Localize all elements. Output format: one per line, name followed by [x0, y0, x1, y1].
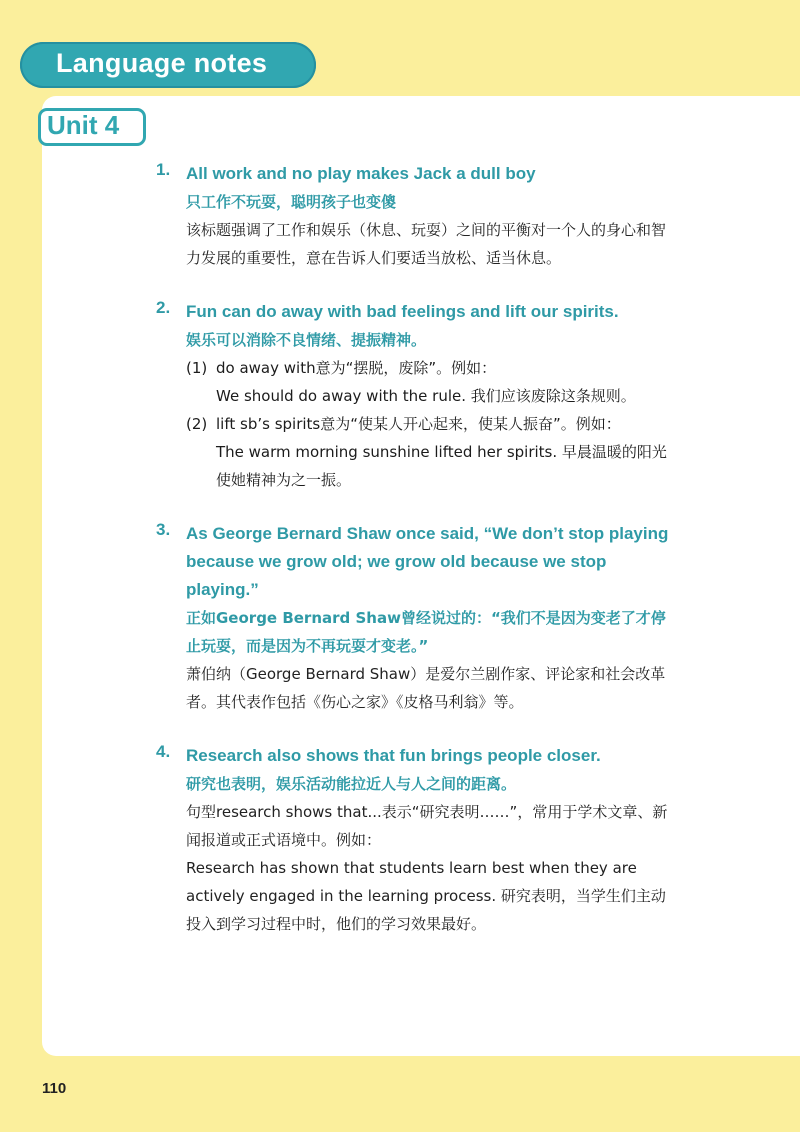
note-number: 4.: [156, 742, 171, 761]
note-zh-title: 只工作不玩耍，聪明孩子也变傻: [186, 193, 397, 211]
note-heading: [156, 742, 676, 770]
note-example: Research has shown that students learn best when they are actively engaged in the learning process. 研究表明，当学生们主动投入到学习过程中时，他们的学习效果最好。: [186, 859, 666, 933]
sub-text: lift sb’s spirits意为“使某人开心起来，使某人振奋”。例如：: [216, 415, 621, 433]
page-number: 110: [42, 1080, 67, 1097]
sub-marker: (2): [186, 415, 208, 433]
sub-item-2: [156, 410, 676, 494]
note-en-title: Fun can do away with bad feelings and lift our spirits.: [186, 302, 619, 321]
note-en-title: Research also shows that fun brings people closer.: [186, 746, 601, 765]
note-heading: [156, 520, 676, 604]
note-body: 萧伯纳（George Bernard Shaw）是爱尔兰剧作家、评论家和社会改革者。其代表作包括《伤心之家》《皮格马利翁》等。: [186, 665, 666, 711]
notes-list: [156, 160, 676, 964]
note-1: [156, 160, 676, 272]
note-heading: [156, 298, 676, 326]
note-zh-title: 正如George Bernard Shaw曾经说过的：“我们不是因为变老了才停止玩耍，而是因为不再玩耍才变老。”: [186, 609, 666, 655]
note-number: 3.: [156, 520, 171, 539]
note-4: [156, 742, 676, 938]
note-number: 2.: [156, 298, 171, 317]
note-en-title: All work and no play makes Jack a dull boy: [186, 164, 536, 183]
sub-text: do away with意为“摆脱，废除”。例如：: [216, 359, 497, 377]
note-3: [156, 520, 676, 716]
note-body: 句型research shows that...表示“研究表明……”，常用于学术文章、新闻报道或正式语境中。例如：: [186, 803, 668, 849]
page-title: Language notes: [56, 48, 268, 78]
sub-marker: (1): [186, 359, 208, 377]
unit-label: Unit 4: [47, 110, 120, 140]
note-zh-title: 研究也表明，娱乐活动能拉近人与人之间的距离。: [186, 775, 517, 793]
note-number: 1.: [156, 160, 171, 179]
note-body: 该标题强调了工作和娱乐（休息、玩耍）之间的平衡对一个人的身心和智力发展的重要性，意在告诉人们要适当放松、适当休息。: [186, 221, 667, 267]
note-zh-title: 娱乐可以消除不良情绪、提振精神。: [186, 331, 427, 349]
note-heading: [156, 160, 676, 188]
sub-example: The warm morning sunshine lifted her spirits. 早晨温暖的阳光使她精神为之一振。: [216, 443, 667, 489]
note-2: [156, 298, 676, 494]
note-en-title: As George Bernard Shaw once said, “We don’t stop playing because we grow old; we grow old because we stop playing.”: [186, 524, 669, 599]
sub-item-1: [156, 354, 676, 410]
sub-example: We should do away with the rule. 我们应该废除这条规则。: [216, 387, 636, 405]
